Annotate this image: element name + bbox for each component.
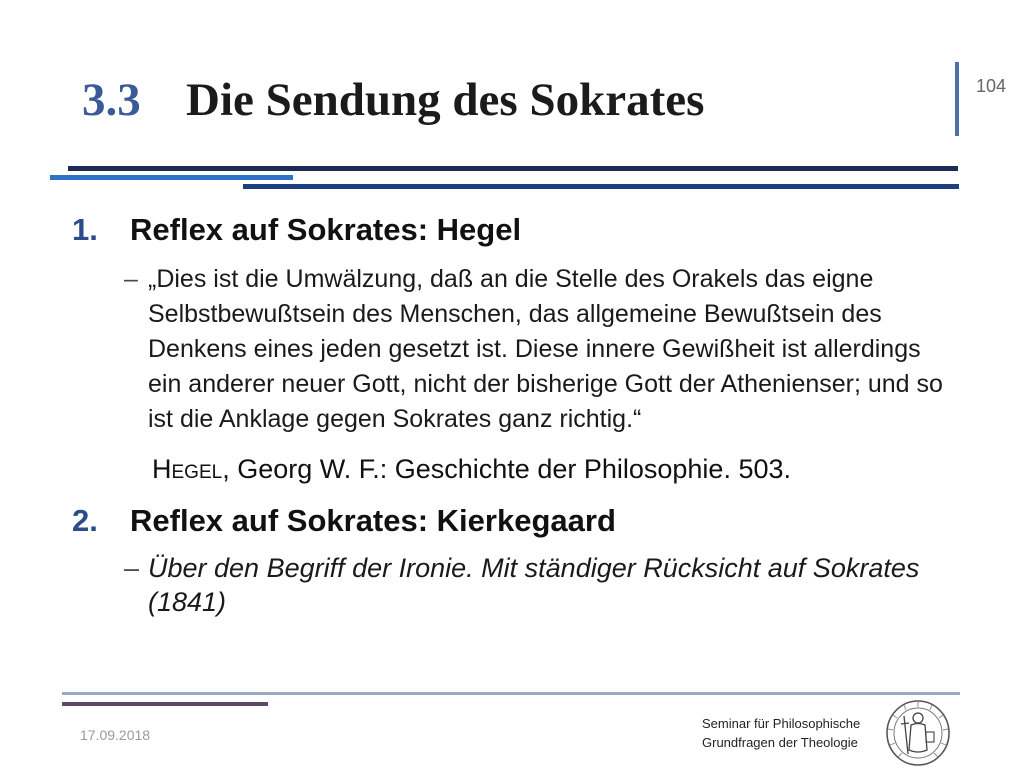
item-2-heading xyxy=(72,501,962,541)
footer-line-1: Seminar für Philosophische xyxy=(702,716,861,731)
item-2-heading-text: Reflex auf Sokrates: Kierkegaard xyxy=(130,503,616,538)
hegel-quote xyxy=(124,262,948,437)
slide-content xyxy=(72,210,962,619)
item-1-number: 1. xyxy=(72,212,98,247)
footer-rule xyxy=(62,692,960,695)
item-1-heading-text: Reflex auf Sokrates: Hegel xyxy=(130,212,522,247)
footer-rule-accent xyxy=(62,702,268,706)
item-2-number: 2. xyxy=(72,503,98,538)
footer-line-2: Grundfragen der Theologie xyxy=(702,735,858,750)
section-number: 3.3 xyxy=(82,74,141,126)
footer-date: 17.09.2018 xyxy=(80,727,151,743)
slide-title xyxy=(82,72,704,128)
footer-institution xyxy=(702,714,878,752)
title-rule-top xyxy=(68,166,958,171)
hegel-quote-text: „Dies ist die Umwälzung, daß an die Stelle des Orakels das eigne Selbstbewußtsein des Menschen, das allgemeine Bewußtsein des Denkens eines jeden gesetzt ist. Diese innere Gewißheit ist allerdings ein anderer neuer Gott, nicht der bisherige Gott der Athenienser; und so ist die Anklage gegen Sokrates ganz richtig.“ xyxy=(148,265,943,433)
title-rule-accent xyxy=(50,175,293,180)
title-rule-bottom xyxy=(243,184,959,189)
dash-bullet-icon: – xyxy=(124,553,140,583)
hegel-source xyxy=(152,451,962,487)
title-vertical-divider xyxy=(955,62,959,136)
item-1-heading xyxy=(72,210,962,250)
title-text: Die Sendung des Sokrates xyxy=(186,74,705,126)
seminar-seal-icon xyxy=(882,698,954,768)
source-citation: , Georg W. F.: Geschichte der Philosophie. 503. xyxy=(222,454,791,484)
page-number: 104 xyxy=(976,76,1007,96)
kierkegaard-work-text: Über den Begriff der Ironie. Mit ständiger Rücksicht auf Sokrates (1841) xyxy=(148,553,920,617)
dash-bullet-icon: – xyxy=(124,265,138,293)
source-author: Hegel xyxy=(152,454,223,484)
kierkegaard-work xyxy=(124,551,948,619)
